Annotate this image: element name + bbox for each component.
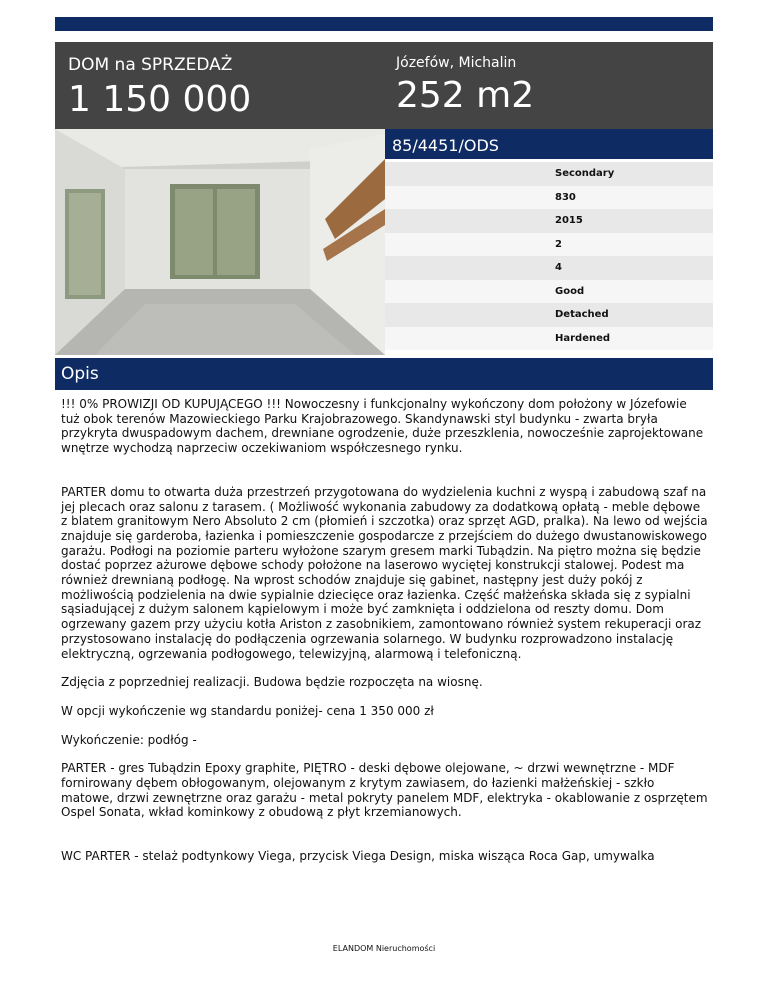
description-paragraph: WC PARTER - stelaż podtynkowy Viega, przycisk Viega Design, miska wisząca Roca Gap, umywalka (61, 849, 655, 864)
description-heading: Opis (55, 358, 713, 390)
listing-type: DOM na SPRZEDAŻ (68, 55, 233, 75)
footer-agency: ELANDOM Nieruchomości (332, 944, 436, 953)
top-accent-bar (55, 17, 713, 31)
property-photo (55, 129, 385, 355)
detail-lot-size: 830 (385, 186, 713, 210)
listing-area: 252 m2 (396, 75, 535, 116)
description-paragraph: Zdjęcia z poprzedniej realizacji. Budowa będzie rozpoczęta na wiosnę. (61, 675, 483, 690)
detail-access-road: Hardened (385, 327, 713, 351)
detail-condition: Good (385, 280, 713, 304)
reference-number: 85/4451/ODS (385, 129, 713, 159)
detail-year: 2015 (385, 209, 713, 233)
detail-market: Secondary (385, 162, 713, 186)
description-body (61, 397, 709, 878)
description-paragraph: PARTER - gres Tubądzin Epoxy graphite, PIĘTRO - deski dębowe olejowane, ~ drzwi wewnętrzne - MDF fornirowany dębem obłogowanym, olejowanym z krytym zawiasem, do łazienki małżeńskiej - szkło matowe, drzwi zewnętrzne oraz garażu - metal pokryty panelem MDF, elektryka - okablowanie z osprzętem Ospel Sonata, wkład kominkowy z obudową z płyt krzemianowych. (61, 761, 708, 820)
description-paragraph: W opcji wykończenie wg standardu poniżej- cena 1 350 000 zł (61, 703, 434, 718)
detail-rooms: 4 (385, 256, 713, 280)
listing-location: Józefów, Michalin (396, 55, 517, 71)
description-paragraph: PARTER domu to otwarta duża przestrzeń przygotowana do wydzielenia kuchni z wyspą i zabudową szaf na jej plecach oraz salonu z tarasem. ( Możliwość wykonania zabudowy za dodatkową opłatą - meble dębowe z blatem granitowym Nero Absoluto 2 cm (płomień i szczotka) oraz sprzęt AGD, pralka). Na lewo od wejścia znajduje się garderoba, łazienka i pomieszczenie gospodarcze z przejściem do dużego dwustanowiskowego garażu. Podłogi na poziomie parteru wyłożone szarym gresem marki Tubądzin. Na piętro można się będzie dostać poprzez ażurowe dębowe schody położone na laserowo wyciętej konstrukcji stalowej. Podest ma również drewnianą podłogę. Na wprost schodów znajduje się gabinet, następny jest duży pokój z możliwością podzielenia na dwie sypialnie dziecięce oraz łazienka. Część małżeńska składa się z sypialni sąsiadującej z dużym salonem kąpielowym i może być zamknięta i oddzielona od reszty domu. Dom ogrzewany gazem przy użyciu kotła Ariston z zasobnikiem, zamontowano również system rekuperacji oraz przystosowano instalację do podłączenia ogrzewania solarnego. W budynku rozprowadzono instalację elektryczną, ogrzewania podłogowego, telewizyjną, alarmową i telefoniczną. (61, 484, 708, 661)
detail-floors: 2 (385, 233, 713, 257)
detail-building-type: Detached (385, 303, 713, 327)
description-paragraph: !!! 0% PROWIZJI OD KUPUJĄCEGO !!! Nowoczesny i funkcjonalny wykończony dom położony w Józefowie tuż obok terenów Mazowieckiego Parku Krajobrazowego. Skandynawski styl budynku - zwarta bryła przykryta dwuspadowym dachem, drewniane ogrodzenie, duże przeszklenia, nowocześnie zaprojektowane wnętrze wychodzą naprzeciw oczekiwaniom współczesnego rynku. (61, 397, 704, 456)
listing-header (55, 42, 713, 129)
description-paragraph: Wykończenie: podłóg - (61, 732, 197, 747)
details-table (385, 162, 713, 350)
listing-price: 1 150 000 (68, 79, 252, 120)
